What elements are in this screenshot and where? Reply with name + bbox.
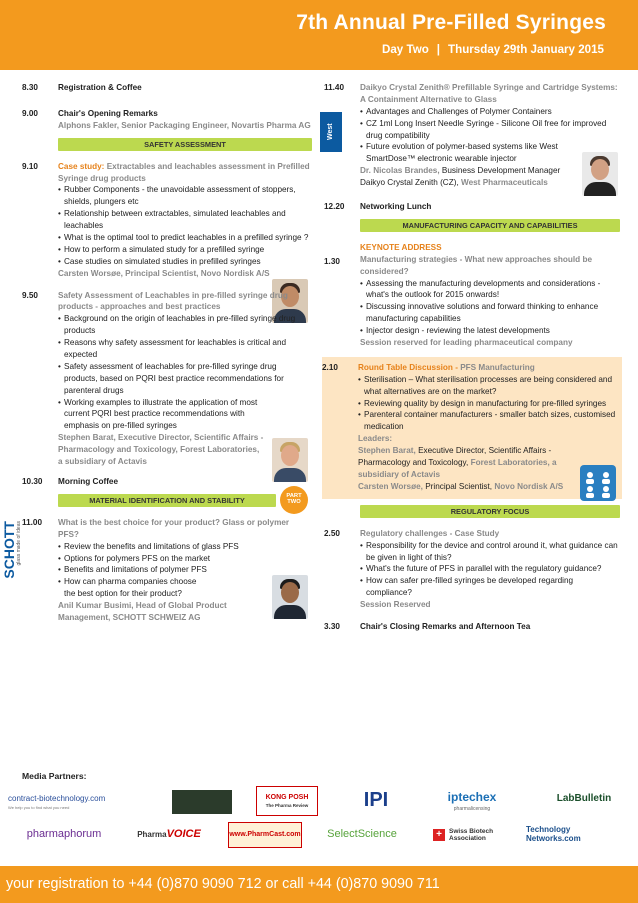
- section-banner-manufacturing: MANUFACTURING CAPACITY AND CAPABILITIES: [360, 219, 620, 232]
- speaker: [360, 165, 620, 189]
- session-time: 9.00: [22, 108, 38, 118]
- session-note: Session reserved for leading pharmaceutical company: [360, 338, 573, 348]
- session-extractables: [22, 161, 312, 280]
- session-safety-leachables: [22, 290, 312, 468]
- west-wordmark: West: [326, 123, 334, 141]
- session-title: [358, 362, 622, 374]
- media-partners-label: Media Partners:: [22, 771, 87, 781]
- logo-tagline: The Pharma Review: [265, 802, 309, 808]
- round-table-icon: [580, 465, 616, 501]
- page-subtitle: [382, 42, 604, 59]
- pharmaphorum-logo[interactable]: pharmaphorum: [26, 828, 102, 841]
- bullet: • Discussing innovative solutions and forward thinking to enhance manufacturing capabilities: [360, 301, 620, 325]
- session-title: What is the best choice for your product? Glass or polymer PFS?: [58, 517, 290, 539]
- leader-role: Principal Scientist,: [425, 481, 495, 491]
- speaker-name: Dr. Nicolas Brandes,: [360, 166, 442, 176]
- kongposh-logo[interactable]: [256, 786, 318, 816]
- session-time: 9.50: [22, 290, 38, 300]
- bullet: • How can pharma companies choose the best option for their product?: [58, 576, 312, 600]
- bullet: • Injector design - reviewing the latest developments: [360, 325, 620, 337]
- speaker-company: Novo Nordisk A/S: [200, 268, 270, 278]
- bullet: • Background on the origin of leachables in pre-filled syringe drug products: [58, 313, 312, 337]
- west-logo: [320, 112, 342, 152]
- session-title: Networking Lunch: [360, 202, 432, 212]
- section-banner-regulatory: REGULATORY FOCUS: [360, 505, 620, 518]
- people-icon: [580, 465, 616, 501]
- speaker-photo: [582, 152, 618, 196]
- schott-tagline: glass made of ideas: [16, 520, 22, 566]
- session-networking-lunch: [324, 201, 620, 213]
- keynote-label: KEYNOTE ADDRESS: [360, 242, 442, 252]
- bullet: • Responsibility for the device and control around it, what guidance can be given in light of this?: [360, 540, 620, 564]
- media-partners: [0, 790, 638, 850]
- bullet: • Case studies on simulated studies in prefilled syringes: [58, 256, 312, 268]
- session-glass-or-polymer: [1, 517, 312, 624]
- logo-tagline: pharmalicensing: [453, 806, 491, 813]
- swiss-cross-icon: +: [433, 829, 445, 841]
- session-time: 9.10: [22, 161, 38, 171]
- session-morning-coffee: [22, 476, 312, 488]
- logo-text: iptechex: [447, 789, 497, 804]
- contract-biotechnology-logo[interactable]: [8, 790, 138, 814]
- logo-text: KONG POSH: [265, 793, 309, 801]
- leader-company: Forest Laboratories, a subsidiary of Actavis: [358, 458, 557, 479]
- bullet: • Relationship between extractables, simulated leachables and leachables: [58, 208, 312, 232]
- session-round-table: [322, 357, 622, 499]
- bullet: • Advantages and Challenges of Polymer Containers: [360, 106, 620, 118]
- bullet: • Reviewing quality by design in manufacturing for pre-filled syringes: [358, 398, 622, 410]
- leader-role: Executive Director, Scientific Affairs - Pharmacology and Toxicology,: [358, 446, 552, 468]
- session-opening-remarks: [22, 108, 312, 132]
- bullet: • Future evolution of polymer-based systems like West SmartDose™ electronic wearable injector: [360, 141, 620, 165]
- day-label: Day Two: [381, 43, 429, 56]
- labbulletin-logo[interactable]: LabBulletin: [556, 792, 612, 804]
- speaker-name: Alphons Fakler, Senior Packaging Engineer,: [58, 120, 232, 130]
- bullet: • Reasons why safety assessment for leachables is critical and expected: [58, 337, 312, 361]
- technology-networks-logo[interactable]: Technology Networks.com: [526, 825, 581, 843]
- session-time: 1.30: [324, 256, 340, 266]
- session-time: 12.20: [324, 202, 345, 212]
- schott-logo: [2, 521, 16, 579]
- speaker-company: Forest Laboratories, a subsidiary of Actavis: [58, 445, 260, 467]
- bullet: • Safety assessment of leachables for pre-filled syringe drug products, based on PQRI best practice recommendations for parenteral drugs: [58, 361, 312, 397]
- bullet: • Working examples to illustrate the application of most current PQRI best practice recommendations with emphasis on pre-filled syringes: [58, 397, 312, 433]
- left-column: [1, 82, 312, 630]
- header-banner: [0, 0, 638, 70]
- separator: |: [436, 43, 441, 56]
- session-time: 11.00: [22, 517, 43, 527]
- speaker-company: Novartis Pharma AG: [231, 120, 311, 130]
- session-time: 2.50: [324, 528, 340, 538]
- session-title: Daikyo Crystal Zenith® Prefillable Syringe and Cartridge Systems: A Containment Alternative to Glass: [360, 83, 618, 104]
- bullet: • What is the optimal tool to predict leachables in a prefilled syringe ?: [58, 232, 312, 244]
- session-time: 2.10: [322, 362, 338, 372]
- bullet: • Review the benefits and limitations of glass PFS: [58, 541, 312, 553]
- case-study-label: Case study:: [58, 161, 105, 171]
- session-title: Morning Coffee: [58, 476, 119, 486]
- bullet: • Parenteral container manufacturers - smaller batch sizes, customised medication: [358, 409, 622, 433]
- session-regulatory: [324, 528, 620, 611]
- speaker-role: Business Development Manager Daikyo Crystal Zenith (CZ),: [360, 166, 561, 188]
- pharmavoice-logo[interactable]: [134, 822, 204, 848]
- bullet: • Options for polymers PFS on the market: [58, 553, 312, 565]
- session-title: Registration & Coffee: [58, 83, 142, 92]
- speaker-name: Stephen Barat, Executive Director, Scientific Affairs - Pharmacology and Toxicology,: [58, 433, 264, 455]
- session-title: Chair's Opening Remarks: [58, 108, 158, 118]
- bullet: • CZ 1ml Long Insert Needle Syringe - Silicone Oil free for improved drug compatibility: [360, 118, 620, 142]
- section-banner-safety: SAFETY ASSESSMENT: [58, 138, 312, 151]
- bullet: • Assessing the manufacturing developments and considerations - what's the outlook for 2015 onwards!: [360, 278, 620, 302]
- session-time: 11.40: [324, 83, 345, 92]
- session-daikyo: [324, 82, 620, 189]
- date-label: Thursday 29th January 2015: [448, 43, 604, 56]
- footer-registration-bar: your registration to +44 (0)870 9090 712 or call +44 (0)870 9090 711: [0, 866, 638, 903]
- logo-text: Swiss Biotech Association: [449, 827, 494, 842]
- page-title: 7th Annual Pre-Filled Syringes: [296, 11, 606, 34]
- session-note: Session Reserved: [360, 600, 431, 610]
- right-column: [324, 82, 620, 639]
- session-keynote: [324, 242, 620, 349]
- logo-text-2: VOICE: [166, 828, 201, 841]
- logo-text: contract-biotechnology.com: [8, 794, 106, 804]
- leaders-label: Leaders:: [358, 434, 393, 444]
- session-registration: [22, 82, 312, 94]
- bullet: • Benefits and limitations of polymer PFS: [58, 564, 312, 576]
- session-title-text: Extractables and leachables assessment in Prefilled Syringe drug products: [58, 161, 310, 183]
- swiss-biotech-logo[interactable]: [424, 822, 508, 848]
- speaker: [58, 120, 312, 132]
- bullet: • How can safer pre-filled syringes be developed regarding compliance?: [360, 575, 620, 599]
- leader-name: Stephen Barat,: [358, 446, 419, 456]
- section-banner-material: MATERIAL IDENTIFICATION AND STABILITY: [58, 494, 276, 507]
- ipi-logo[interactable]: IPI: [363, 788, 389, 811]
- session-title: [58, 161, 312, 185]
- selectscience-logo[interactable]: SelectScience: [327, 828, 397, 841]
- speaker-name: Carsten Worsøe, Principal Scientist,: [58, 268, 201, 278]
- speaker: [58, 268, 312, 280]
- session-title: Safety Assessment of Leachables in pre-filled syringe drug products - approaches and best practices: [58, 290, 288, 312]
- schott-wordmark: SCHOTT: [1, 520, 17, 579]
- iptechex-logo[interactable]: [430, 788, 514, 814]
- speaker-name: Anil Kumar Busimi, Head of Global Product Management,: [58, 601, 227, 622]
- session-time: 3.30: [324, 621, 340, 631]
- bullet: • What's the future of PFS in parallel with the regulatory guidance?: [360, 563, 620, 575]
- speaker-company: SCHOTT SCHWEIZ AG: [112, 612, 201, 622]
- speaker-photo: [272, 575, 308, 619]
- pharmcast-logo[interactable]: www.PharmCast.com: [228, 822, 302, 848]
- bullet: • Rubber Components - the unavoidable assessment of stoppers, shields, plungers etc: [58, 184, 312, 208]
- bullet: • How to perform a simulated study for a prefilled syringe: [58, 244, 312, 256]
- material-banner-wrap: [22, 494, 312, 507]
- chartist-logo[interactable]: [172, 790, 232, 814]
- leader-name: Carsten Worsøe,: [358, 481, 426, 491]
- session-title: Manufacturing strategies - What new approaches should be considered?: [360, 254, 593, 276]
- round-table-topic: PFS Manufacturing: [460, 362, 535, 372]
- speaker-company: West Pharmaceuticals: [461, 178, 548, 188]
- session-time: 10.30: [22, 476, 43, 486]
- session-time: 8.30: [22, 83, 38, 92]
- logo-text: Pharma: [137, 830, 167, 840]
- round-table-label: Round Table Discussion -: [358, 362, 461, 372]
- session-title: Chair's Closing Remarks and Afternoon Tea: [360, 621, 531, 631]
- bullet: • Sterilisation – What sterilisation processes are being considered and what alternatives are on the market?: [358, 374, 622, 398]
- logo-tagline: We help you to find what you need: [8, 804, 70, 810]
- part-two-badge: PART TWO: [280, 486, 308, 514]
- leader-company: Novo Nordisk A/S: [494, 481, 564, 491]
- session-title: Regulatory challenges - Case Study: [360, 528, 500, 538]
- session-closing: [324, 621, 620, 633]
